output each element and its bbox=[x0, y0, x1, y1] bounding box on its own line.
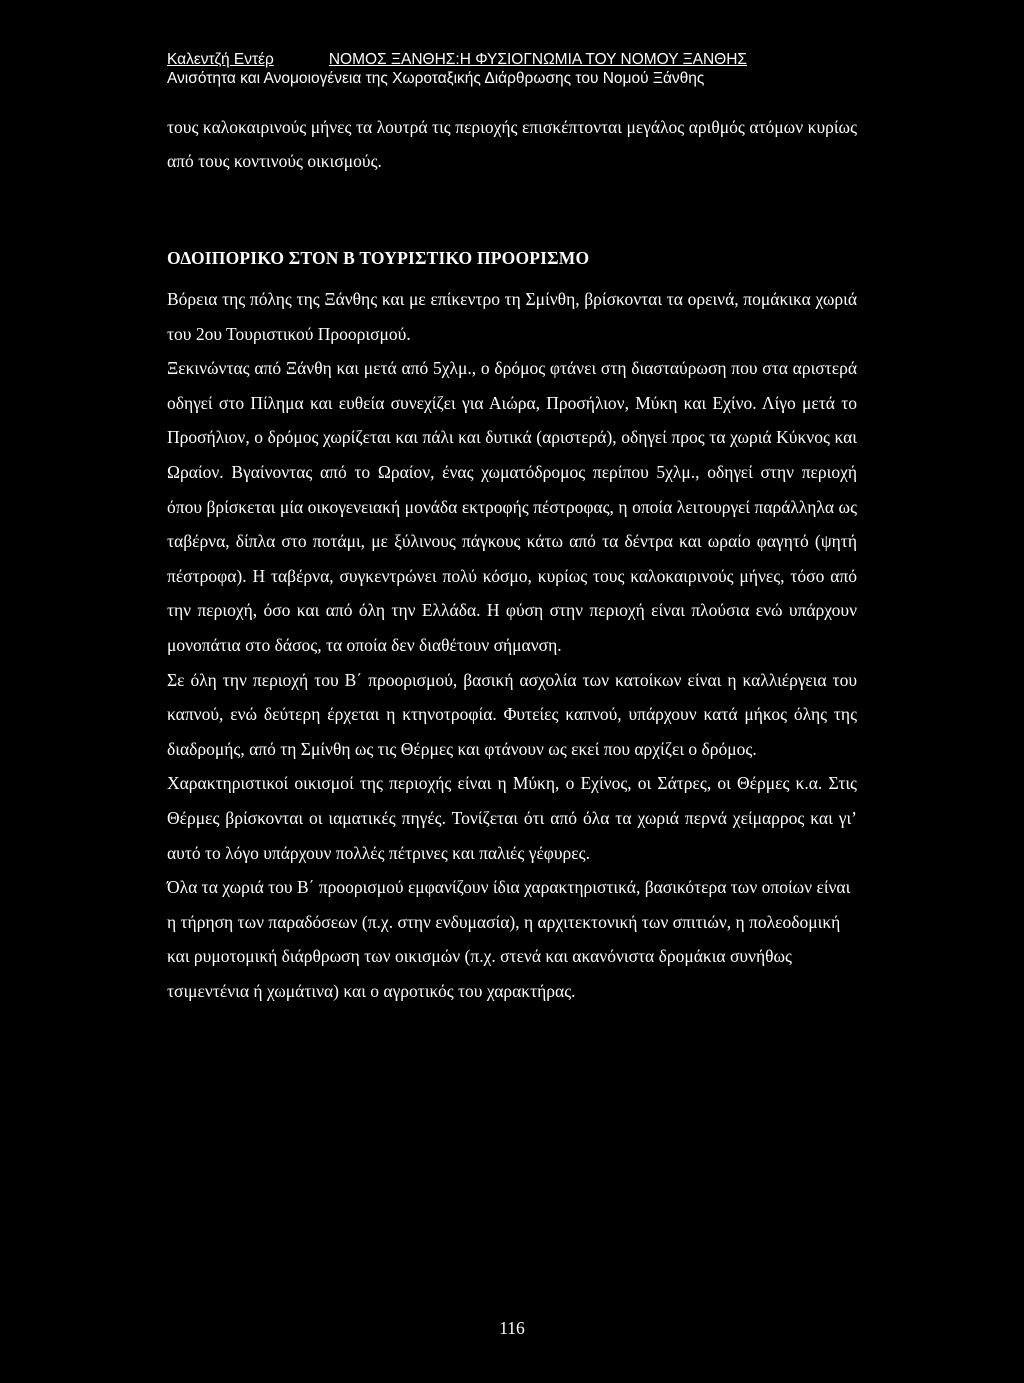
header-subtitle: Ανισότητα και Ανομοιογένεια της Χωροταξικής Διάρθρωσης του Νομού Ξάνθης bbox=[167, 70, 705, 87]
header-top-line bbox=[167, 50, 867, 69]
paragraph-3: Σε όλη την περιοχή του Β΄ προορισμού, βασική ασχολία των κατοίκων είναι η καλλιέργεια του καπνού, ενώ δεύτερη έρχεται η κτηνοτροφία. Φυτείες καπνού, υπάρχουν κατά μήκος όλης της διαδρομής, από τη Σμίνθη ως τις Θέρμες και φτάνουν ως εκεί που αρχίζει ο δρόμος. bbox=[167, 669, 857, 759]
section-heading: ΟΔΟΙΠΟΡΙΚΟ ΣΤΟΝ Β ΤΟΥΡΙΣΤΙΚΟ ΠΡΟΟΡΙΣΜΟ bbox=[167, 248, 590, 268]
intro-paragraph: τους καλοκαιρινούς μήνες τα λουτρά τις περιοχής επισκέπτονται μεγάλος αριθμός ατόμων κυρίως από τους κοντινούς οικισμούς. bbox=[167, 117, 857, 171]
paragraph-1: Βόρεια της πόλης της Ξάνθης και με επίκεντρο τη Σμίνθη, βρίσκονται τα ορεινά, πομάκικα χωριά του 2ου Τουριστικού Προορισμού. bbox=[167, 289, 857, 344]
page-header bbox=[167, 50, 867, 88]
header-title: ΝΟΜΟΣ ΞΑΝΘΗΣ:Η ΦΥΣΙΟΓΝΩΜΙΑ ΤΟΥ ΝΟΜΟΥ ΞΑΝΘΗΣ bbox=[328, 51, 748, 68]
section-body bbox=[167, 282, 857, 1008]
paragraph-2: Ξεκινώντας από Ξάνθη και μετά από 5χλμ., ο δρόμος φτάνει στη διασταύρωση που στα αριστερά οδηγεί στο Πίλημα και ευθεία συνεχίζει για Αιώρα, Προσήλιον, Μύκη και Εχίνο. Λίγο μετά το Προσήλιον, ο δρόμος χωρίζεται και πάλι και δυτικά (αριστερά), οδηγεί προς τα χωριά Κύκνος και Ωραίον. Βγαίνοντας από το Ωραίον, ένας χωματόδρομος περίπου 5χλμ., οδηγεί στην περιοχή όπου βρίσκεται μία οικογενειακή μονάδα εκτροφής πέστροφας, η οποία λειτουργεί παράλληλα ως ταβέρνα, δίπλα στο ποτάμι, με ξύλινους πάγκους κάτω από τα δέντρα και ωραίο φαγητό (ψητή πέστροφα). Η ταβέρνα, συγκεντρώνει πολύ κόσμο, κυρίως τους καλοκαιρινούς μήνες, τόσο από την περιοχή, όσο και από όλη την Ελλάδα. Η φύση στην περιοχή είναι πλούσια ενώ υπάρχουν μονοπάτια στο δάσος, τα οποία δεν διαθέτουν σήμανση. bbox=[167, 358, 857, 655]
paragraph-4: Χαρακτηριστικοί οικισμοί της περιοχής είναι η Μύκη, ο Εχίνος, οι Σάτρες, οι Θέρμες κ.α. Στις Θέρμες βρίσκονται οι ιαματικές πηγές. Τονίζεται ότι από όλα τα χωριά περνά χείμαρρος και γι’ αυτό το λόγο υπάρχουν πολλές πέτρινες και παλιές γέφυρες. bbox=[167, 773, 857, 863]
page-number: 116 bbox=[499, 1318, 525, 1338]
paragraph-5: Όλα τα χωριά του Β΄ προορισμού εμφανίζουν ίδια χαρακτηριστικά, βασικότερα των οποίων είναι η τήρηση των παραδόσεων (π.χ. στην ενδυμασία), η αρχιτεκτονική των σπιτιών, η πολεοδομική και ρυμοτομική διάρθρωση των οικισμών (π.χ. στενά και ακανόνιστα δρομάκια συνήθως τσιμεντένια ή χωμάτινα) και ο αγροτικός του χαρακτήρας. bbox=[167, 877, 851, 1001]
header-author: Καλεντζή Εντέρ bbox=[167, 51, 274, 68]
